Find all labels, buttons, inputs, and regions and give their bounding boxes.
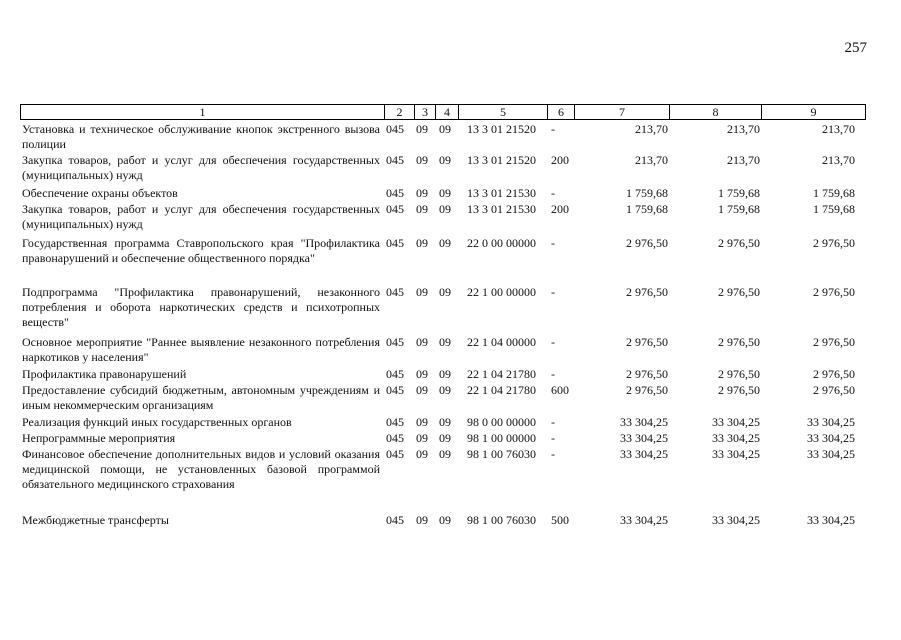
row-csr: 13 3 01 21530 [467,186,536,200]
row-pr: 09 [439,383,451,397]
row-csr: 98 1 00 00000 [467,431,536,445]
header-col-8: 8 [670,105,762,119]
row-amount-7: 2 976,50 [626,335,668,349]
row-rz: 09 [416,415,428,429]
row-vr: - [551,447,555,461]
row-csr: 22 1 04 21780 [467,367,536,381]
row-ved: 045 [386,186,404,200]
row-vr: 500 [551,513,569,527]
row-ved: 045 [386,367,404,381]
row-pr: 09 [439,202,451,216]
row-vr: 200 [551,202,569,216]
row-rz: 09 [416,202,428,216]
row-amount-9: 33 304,25 [807,513,855,527]
row-name: Межбюджетные трансферты [22,513,169,527]
row-amount-9: 33 304,25 [807,415,855,429]
row-vr: - [551,285,555,299]
row-vr: - [551,186,555,200]
row-pr: 09 [439,153,451,167]
row-rz: 09 [416,447,428,461]
row-pr: 09 [439,431,451,445]
row-amount-9: 213,70 [822,122,855,136]
row-rz: 09 [416,383,428,397]
row-vr: - [551,122,555,136]
row-rz: 09 [416,153,428,167]
row-ved: 045 [386,513,404,527]
row-rz: 09 [416,186,428,200]
row-rz: 09 [416,236,428,250]
row-amount-7: 2 976,50 [626,367,668,381]
row-amount-8: 1 759,68 [718,202,760,216]
row-csr: 13 3 01 21520 [467,153,536,167]
row-amount-9: 2 976,50 [813,383,855,397]
row-pr: 09 [439,415,451,429]
row-name: Основное мероприятие "Раннее выявление незаконного потребления наркотиков у населения" [22,335,380,364]
row-vr: 200 [551,153,569,167]
row-amount-9: 213,70 [822,153,855,167]
page-number: 257 [844,40,867,56]
table-header [20,104,866,120]
header-col-6: 6 [548,105,575,119]
row-amount-7: 2 976,50 [626,285,668,299]
row-amount-8: 213,70 [727,153,760,167]
row-amount-8: 2 976,50 [718,285,760,299]
budget-table [20,104,866,527]
row-ved: 045 [386,202,404,216]
row-rz: 09 [416,122,428,136]
header-col-3: 3 [415,105,436,119]
row-name: Подпрограмма "Профилактика правонарушений, незаконного потребления и оборота наркотических средств и психотропных веществ" [22,285,380,329]
row-rz: 09 [416,285,428,299]
row-amount-7: 2 976,50 [626,383,668,397]
row-name: Обеспечение охраны объектов [22,186,178,200]
header-col-4: 4 [436,105,459,119]
row-vr: - [551,431,555,445]
row-amount-9: 2 976,50 [813,285,855,299]
row-amount-7: 33 304,25 [620,447,668,461]
row-amount-7: 2 976,50 [626,236,668,250]
row-amount-9: 2 976,50 [813,335,855,349]
row-name: Предоставление субсидий бюджетным, автономным учреждениям и иным некоммерческим организациям [22,383,380,412]
row-name: Финансовое обеспечение дополнительных видов и условий оказания медицинской помощи, не установленных базовой программой обязательного медицинского страхования [22,447,380,491]
row-pr: 09 [439,335,451,349]
row-rz: 09 [416,431,428,445]
row-ved: 045 [386,335,404,349]
row-pr: 09 [439,513,451,527]
row-vr: - [551,236,555,250]
row-amount-7: 1 759,68 [626,186,668,200]
row-amount-8: 2 976,50 [718,383,760,397]
row-vr: 600 [551,383,569,397]
row-name: Государственная программа Ставропольского края "Профилактика правонарушений и обеспечение общественного порядка" [22,236,380,265]
row-csr: 98 1 00 76030 [467,447,536,461]
row-ved: 045 [386,383,404,397]
row-ved: 045 [386,236,404,250]
row-ved: 045 [386,431,404,445]
row-pr: 09 [439,285,451,299]
row-amount-7: 213,70 [635,153,668,167]
row-amount-8: 213,70 [727,122,760,136]
row-name: Установка и техническое обслуживание кнопок экстренного вызова полиции [22,122,380,151]
row-name: Закупка товаров, работ и услуг для обеспечения государственных (муниципальных) нужд [22,202,380,231]
row-amount-9: 33 304,25 [807,431,855,445]
header-col-7: 7 [575,105,670,119]
row-amount-7: 213,70 [635,122,668,136]
row-amount-8: 33 304,25 [712,447,760,461]
header-col-9: 9 [810,105,817,119]
row-csr: 22 1 04 00000 [467,335,536,349]
row-ved: 045 [386,153,404,167]
row-name: Реализация функций иных государственных органов [22,415,292,429]
row-amount-8: 2 976,50 [718,335,760,349]
row-ved: 045 [386,285,404,299]
header-col-2: 2 [385,105,415,119]
row-amount-9: 2 976,50 [813,367,855,381]
header-col-5: 5 [459,105,548,119]
row-amount-8: 33 304,25 [712,513,760,527]
row-ved: 045 [386,122,404,136]
row-csr: 22 0 00 00000 [467,236,536,250]
row-amount-8: 33 304,25 [712,415,760,429]
row-name: Непрограммные мероприятия [22,431,176,445]
row-pr: 09 [439,367,451,381]
row-amount-7: 1 759,68 [626,202,668,216]
row-amount-9: 33 304,25 [807,447,855,461]
row-csr: 22 1 00 00000 [467,285,536,299]
row-amount-9: 1 759,68 [813,186,855,200]
row-pr: 09 [439,236,451,250]
row-amount-8: 1 759,68 [718,186,760,200]
row-amount-9: 1 759,68 [813,202,855,216]
row-rz: 09 [416,335,428,349]
row-amount-7: 33 304,25 [620,513,668,527]
row-csr: 98 0 00 00000 [467,415,536,429]
row-vr: - [551,367,555,381]
row-vr: - [551,335,555,349]
row-name: Закупка товаров, работ и услуг для обеспечения государственных (муниципальных) нужд [22,153,380,182]
row-amount-8: 33 304,25 [712,431,760,445]
row-vr: - [551,415,555,429]
row-ved: 045 [386,415,404,429]
row-pr: 09 [439,186,451,200]
row-amount-9: 2 976,50 [813,236,855,250]
row-rz: 09 [416,513,428,527]
row-csr: 13 3 01 21520 [467,122,536,136]
row-amount-8: 2 976,50 [718,367,760,381]
row-csr: 13 3 01 21530 [467,202,536,216]
row-amount-7: 33 304,25 [620,431,668,445]
row-csr: 22 1 04 21780 [467,383,536,397]
row-name: Профилактика правонарушений [22,367,187,381]
row-csr: 98 1 00 76030 [467,513,536,527]
row-amount-7: 33 304,25 [620,415,668,429]
row-amount-8: 2 976,50 [718,236,760,250]
row-rz: 09 [416,367,428,381]
header-col-1: 1 [21,105,385,119]
row-pr: 09 [439,447,451,461]
row-ved: 045 [386,447,404,461]
row-pr: 09 [439,122,451,136]
